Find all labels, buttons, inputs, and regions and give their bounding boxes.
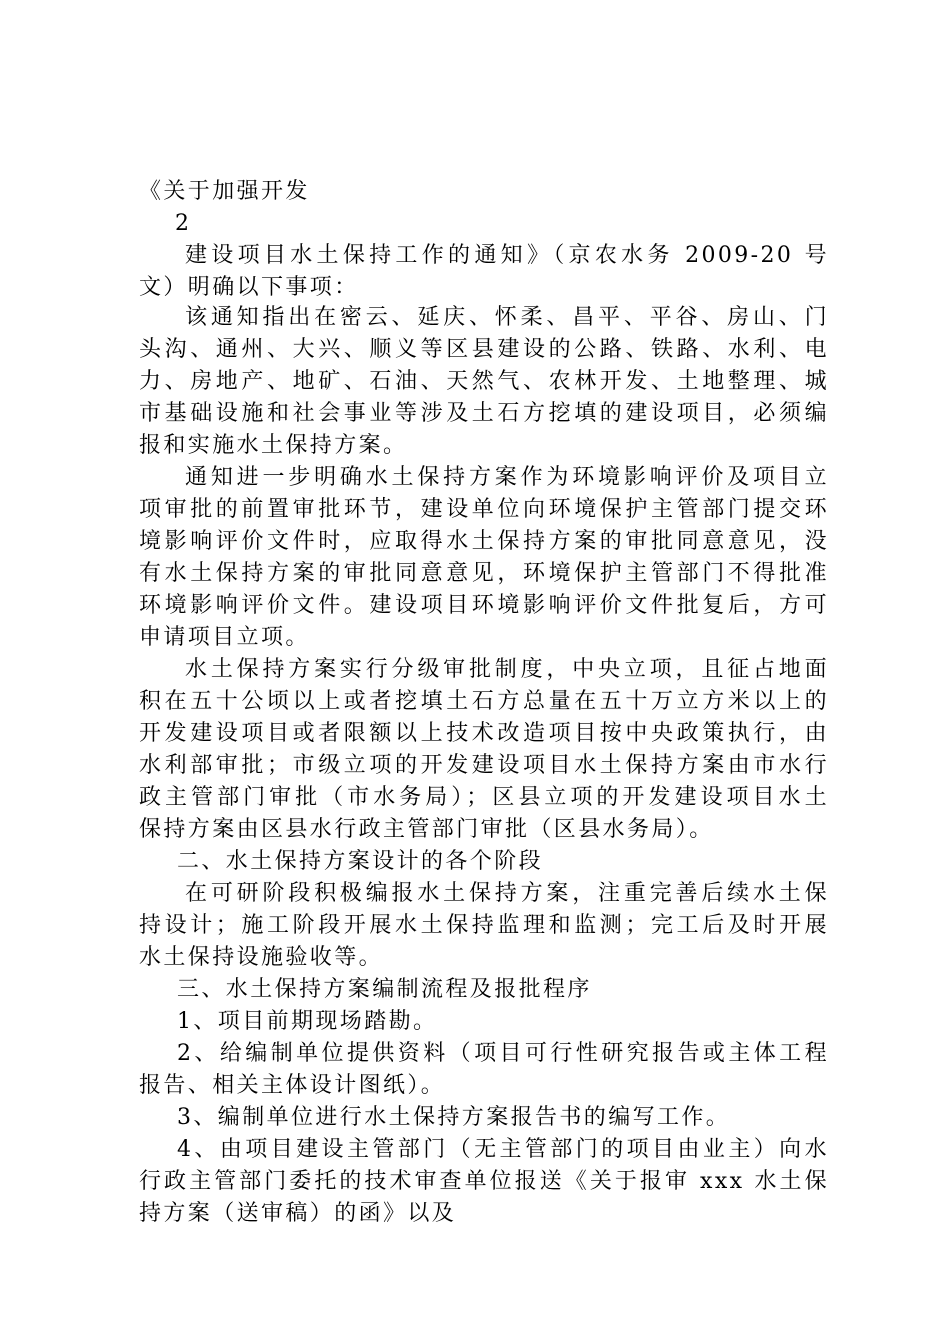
doc-line: 该通知指出在密云、延庆、怀柔、昌平、平谷、房山、门 [185,305,829,330]
doc-line: 《关于加强开发 [139,179,310,204]
section-heading: 三、水土保持方案编制流程及报批程序 [177,977,592,1002]
doc-line: 保持方案由区县水行政主管部门审批（区县水务局）。 [139,817,714,842]
doc-line: 4、由项目建设主管部门（无主管部门的项目由业主）向水 [177,1137,829,1162]
doc-line: 环境影响评价文件。建设项目环境影响评价文件批复后，方可 [139,593,829,618]
doc-line: 报和实施水土保持方案。 [139,433,408,458]
doc-line: 通知进一步明确水土保持方案作为环境影响评价及项目立 [185,465,829,490]
doc-line: 水利部审批；市级立项的开发建设项目水土保持方案由市水行 [139,753,829,778]
doc-line: 政主管部门审批（市水务局）；区县立项的开发建设项目水土 [139,785,829,810]
doc-line: 2 [175,211,192,236]
doc-line: 开发建设项目或者限额以上技术改造项目按中央政策执行，由 [139,721,829,746]
doc-line: 持方案（送审稿）的函》以及 [139,1201,457,1226]
doc-line: 1、项目前期现场踏勘。 [177,1009,438,1034]
doc-line: 报告、相关主体设计图纸）。 [139,1073,446,1098]
doc-line: 水土保持设施验收等。 [139,945,384,970]
doc-line: 水土保持方案实行分级审批制度，中央立项，且征占地面 [185,657,829,682]
doc-line: 2、给编制单位提供资料（项目可行性研究报告或主体工程 [177,1041,829,1066]
doc-line: 力、房地产、地矿、石油、天然气、农林开发、土地整理、城 [139,369,829,394]
doc-line: 行政主管部门委托的技术审查单位报送《关于报审 xxx 水土保 [139,1169,829,1194]
doc-line: 积在五十公顷以上或者挖填土石方总量在五十万立方米以上的 [139,689,829,714]
doc-line: 文）明确以下事项： [139,275,359,300]
doc-line: 建设项目水土保持工作的通知》（京农水务 2009-20 号 [185,243,829,268]
doc-line: 项审批的前置审批环节，建设单位向环境保护主管部门提交环 [139,497,829,522]
doc-line: 3、编制单位进行水土保持方案报告书的编写工作。 [177,1105,731,1130]
doc-line: 头沟、通州、大兴、顺义等区县建设的公路、铁路、水利、电 [139,337,829,362]
doc-line: 持设计；施工阶段开展水土保持监理和监测；完工后及时开展 [139,913,829,938]
doc-line: 申请项目立项。 [139,625,310,650]
doc-line: 市基础设施和社会事业等涉及土石方挖填的建设项目，必须编 [139,401,829,426]
doc-line: 境影响评价文件时，应取得水土保持方案的审批同意意见，没 [139,529,829,554]
doc-line: 在可研阶段积极编报水土保持方案，注重完善后续水土保 [185,881,829,906]
section-heading: 二、水土保持方案设计的各个阶段 [177,849,544,874]
doc-line: 有水土保持方案的审批同意意见，环境保护主管部门不得批准 [139,561,829,586]
